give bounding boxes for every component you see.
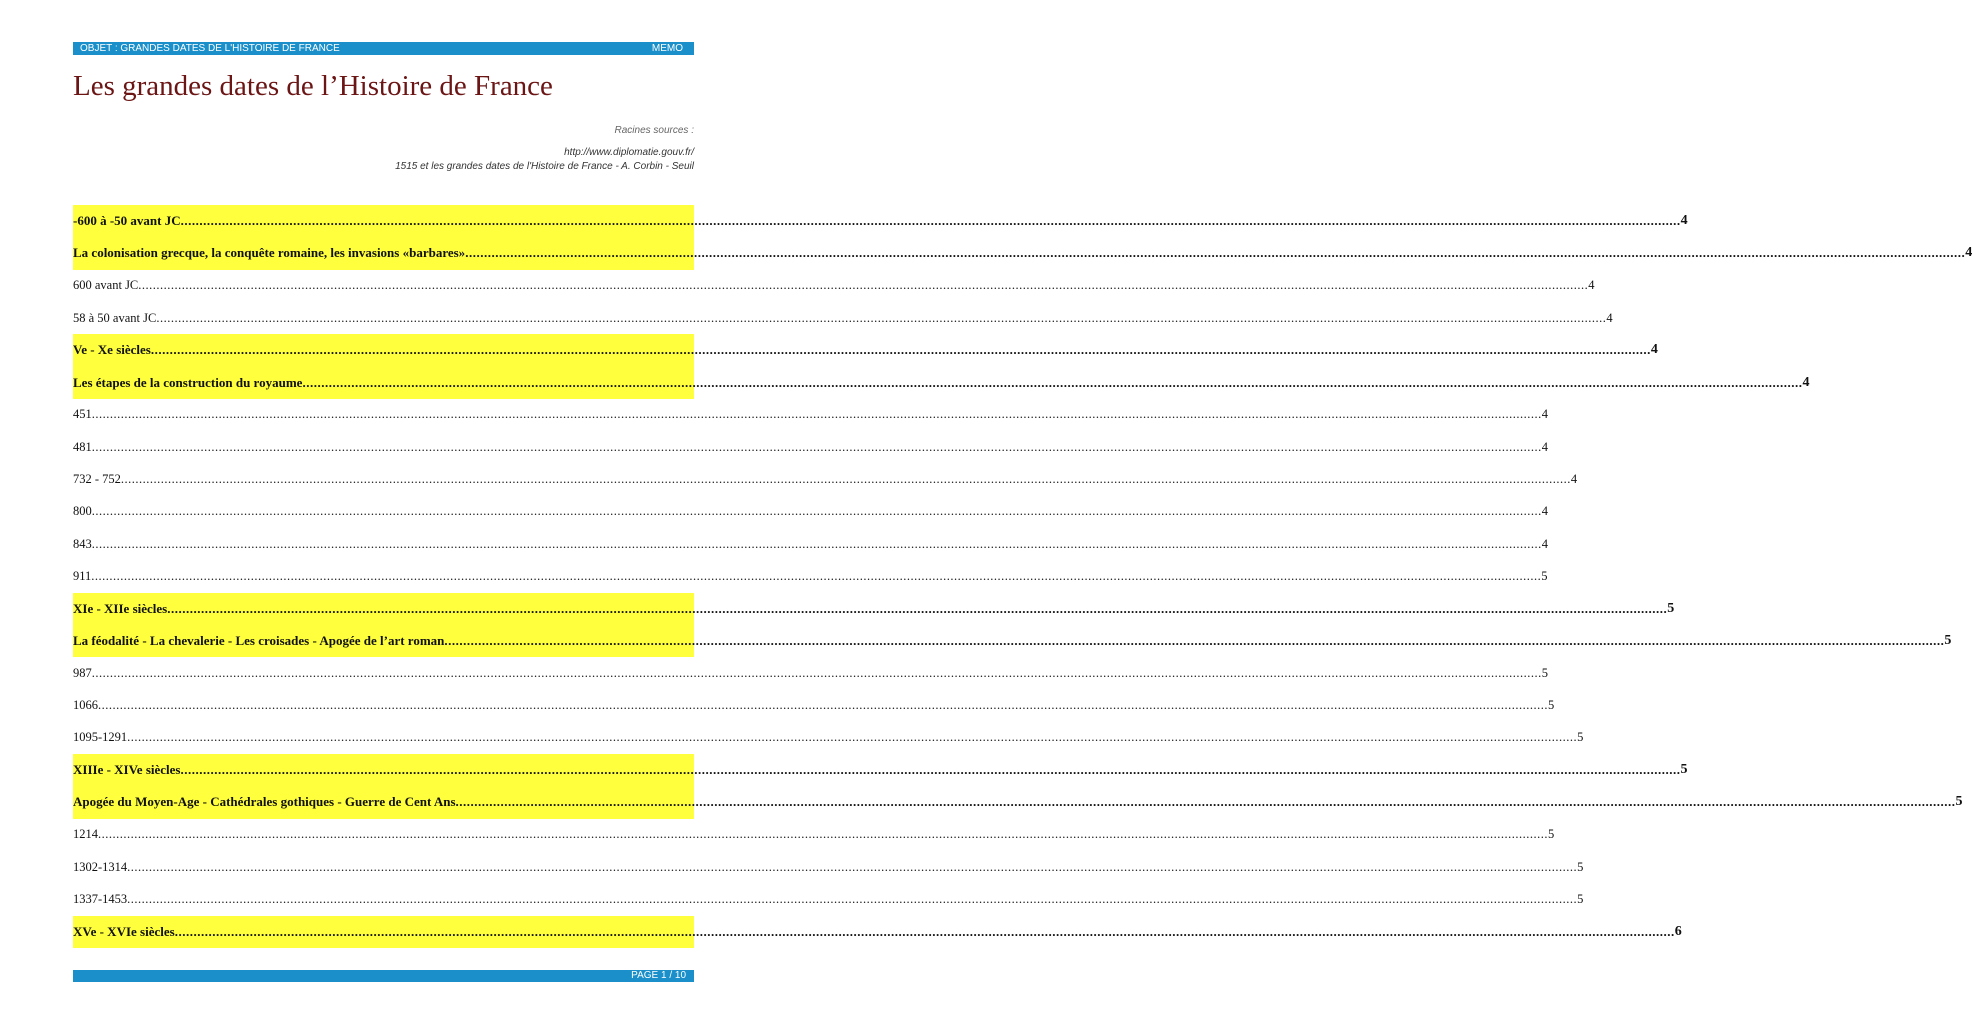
- toc-page-number: 4: [1570, 472, 1578, 487]
- toc-entry-label: 732 - 752: [73, 472, 121, 487]
- toc-entry-label: 1337-1453: [73, 891, 128, 906]
- toc-dot-leader: ................................................................................................................................................................................................................................................................................................................................................................................................................: [465, 245, 1966, 261]
- toc-section-entry[interactable]: [73, 205, 1688, 237]
- toc-entry-label: 911: [73, 568, 92, 583]
- toc-entry-label: La féodalité - La chevalerie - Les croisades - Apogée de l’art roman: [73, 633, 445, 648]
- toc-entry[interactable]: [73, 657, 1548, 689]
- toc-entry[interactable]: [73, 463, 1578, 495]
- toc-entry[interactable]: [73, 851, 1584, 883]
- toc-entry-label: XVe - XVIe siècles: [73, 923, 175, 939]
- toc-dot-leader: ................................................................................................................................................................................................................................................................................................................................................................................................................: [167, 600, 1668, 616]
- toc-entry-label: 1066: [73, 698, 98, 713]
- toc-entry-label: Les étapes de la construction du royaume: [73, 374, 303, 390]
- toc-section-entry[interactable]: [73, 334, 1658, 366]
- footer-bar: [73, 970, 694, 982]
- toc-entry[interactable]: [73, 560, 1548, 592]
- toc-dot-leader: ................................................................................................................................................................................................................................................................................................................................................................................................................: [444, 633, 1945, 648]
- toc-entry-label: 1214: [73, 827, 98, 842]
- sources-block: [395, 124, 694, 174]
- toc-dot-leader: ................................................................................................................................................................................................................................................................................................................................................................................................................: [302, 374, 1803, 390]
- toc-entry[interactable]: [73, 883, 1584, 915]
- toc-section-entry[interactable]: [73, 625, 1952, 657]
- toc-page-number: 6: [1674, 923, 1682, 939]
- toc-section-entry[interactable]: [73, 237, 1972, 269]
- toc-page-number: 5: [1944, 633, 1952, 648]
- header-object-label: OBJET : GRANDES DATES DE L'HISTOIRE DE FRANCE: [80, 43, 340, 54]
- header-bar: [73, 42, 694, 55]
- sources-label: Racines sources :: [614, 125, 694, 136]
- toc-dot-leader: ................................................................................................................................................................................................................................................................................................................................................................................................................: [127, 891, 1578, 906]
- table-of-contents: [73, 205, 1972, 948]
- toc-dot-leader: ................................................................................................................................................................................................................................................................................................................................................................................................................: [91, 407, 1542, 422]
- toc-entry-label: 600 avant JC: [73, 278, 139, 293]
- toc-page-number: 5: [1548, 827, 1555, 842]
- toc-page-number: 5: [1577, 730, 1584, 745]
- toc-page-number: 5: [1577, 891, 1584, 906]
- toc-page-number: 5: [1541, 568, 1548, 583]
- toc-dot-leader: ................................................................................................................................................................................................................................................................................................................................................................................................................: [120, 472, 1571, 487]
- toc-dot-leader: ................................................................................................................................................................................................................................................................................................................................................................................................................: [180, 762, 1681, 778]
- toc-entry-label: -600 à -50 avant JC: [73, 213, 181, 229]
- toc-dot-leader: ................................................................................................................................................................................................................................................................................................................................................................................................................: [98, 698, 1548, 713]
- toc-entry-label: Apogée du Moyen-Age - Cathédrales gothiques - Guerre de Cent Ans: [73, 794, 456, 810]
- toc-section-entry[interactable]: [73, 366, 1810, 398]
- toc-page-number: 4: [1541, 536, 1548, 551]
- toc-page-number: 4: [1606, 310, 1613, 325]
- toc-page-number: 5: [1955, 794, 1963, 810]
- page-title: Les grandes dates de l’Histoire de France: [73, 70, 553, 102]
- header-tag: MEMO: [651, 43, 683, 54]
- toc-entry-label: 451: [73, 407, 92, 422]
- toc-page-number: 4: [1541, 407, 1548, 422]
- toc-entry-label: 800: [73, 504, 92, 519]
- toc-section-entry[interactable]: [73, 916, 1682, 948]
- toc-entry-label: XIe - XIIe siècles: [73, 600, 168, 616]
- toc-dot-leader: ................................................................................................................................................................................................................................................................................................................................................................................................................: [150, 342, 1651, 358]
- toc-page-number: 5: [1548, 698, 1555, 713]
- toc-entry-label: 843: [73, 536, 92, 551]
- toc-entry[interactable]: [73, 302, 1613, 334]
- toc-dot-leader: ................................................................................................................................................................................................................................................................................................................................................................................................................: [91, 439, 1542, 454]
- toc-page-number: 4: [1965, 245, 1972, 261]
- toc-page-number: 4: [1680, 213, 1688, 229]
- toc-entry[interactable]: [73, 528, 1548, 560]
- toc-dot-leader: ................................................................................................................................................................................................................................................................................................................................................................................................................: [91, 665, 1542, 680]
- page-number: PAGE 1 / 10: [631, 970, 686, 981]
- toc-entry[interactable]: [73, 819, 1555, 851]
- toc-entry-label: 481: [73, 439, 92, 454]
- source-book-reference: 1515 et les grandes dates de l'Histoire de France - A. Corbin - Seuil: [395, 161, 694, 172]
- toc-page-number: 4: [1541, 439, 1548, 454]
- toc-dot-leader: ................................................................................................................................................................................................................................................................................................................................................................................................................: [91, 568, 1542, 583]
- toc-page-number: 5: [1680, 762, 1688, 778]
- toc-dot-leader: ................................................................................................................................................................................................................................................................................................................................................................................................................: [127, 730, 1578, 745]
- toc-page-number: 5: [1541, 665, 1548, 680]
- toc-entry[interactable]: [73, 431, 1548, 463]
- toc-dot-leader: ................................................................................................................................................................................................................................................................................................................................................................................................................: [91, 536, 1542, 551]
- toc-page-number: 4: [1588, 278, 1595, 293]
- toc-page-number: 5: [1667, 600, 1675, 616]
- toc-dot-leader: ................................................................................................................................................................................................................................................................................................................................................................................................................: [127, 859, 1578, 874]
- toc-dot-leader: ................................................................................................................................................................................................................................................................................................................................................................................................................: [180, 213, 1681, 229]
- toc-entry-label: 1302-1314: [73, 859, 128, 874]
- toc-entry-label: 58 à 50 avant JC: [73, 310, 157, 325]
- toc-page-number: 5: [1577, 859, 1584, 874]
- toc-dot-leader: ................................................................................................................................................................................................................................................................................................................................................................................................................: [98, 827, 1548, 842]
- toc-entry-label: 1095-1291: [73, 730, 128, 745]
- toc-section-entry[interactable]: [73, 786, 1963, 818]
- toc-dot-leader: ................................................................................................................................................................................................................................................................................................................................................................................................................: [455, 794, 1956, 810]
- toc-entry[interactable]: [73, 496, 1548, 528]
- toc-section-entry[interactable]: [73, 593, 1675, 625]
- source-link-diplomatie[interactable]: http://www.diplomatie.gouv.fr/: [564, 147, 694, 158]
- toc-dot-leader: ................................................................................................................................................................................................................................................................................................................................................................................................................: [156, 310, 1607, 325]
- toc-dot-leader: ................................................................................................................................................................................................................................................................................................................................................................................................................: [91, 504, 1542, 519]
- toc-page-number: 4: [1650, 342, 1658, 358]
- toc-page-number: 4: [1541, 504, 1548, 519]
- toc-entry[interactable]: [73, 270, 1595, 302]
- toc-dot-leader: ................................................................................................................................................................................................................................................................................................................................................................................................................: [174, 923, 1675, 939]
- toc-entry-label: 987: [73, 665, 92, 680]
- toc-page-number: 4: [1802, 374, 1810, 390]
- toc-entry-label: Ve - Xe siècles: [73, 342, 151, 358]
- toc-entry-label: XIIIe - XIVe siècles: [73, 762, 181, 778]
- toc-entry[interactable]: [73, 689, 1555, 721]
- toc-dot-leader: ................................................................................................................................................................................................................................................................................................................................................................................................................: [138, 278, 1589, 293]
- toc-entry[interactable]: [73, 722, 1584, 754]
- toc-entry-label: La colonisation grecque, la conquête romaine, les invasions «barbares»: [73, 245, 466, 261]
- toc-section-entry[interactable]: [73, 754, 1688, 786]
- toc-entry[interactable]: [73, 399, 1548, 431]
